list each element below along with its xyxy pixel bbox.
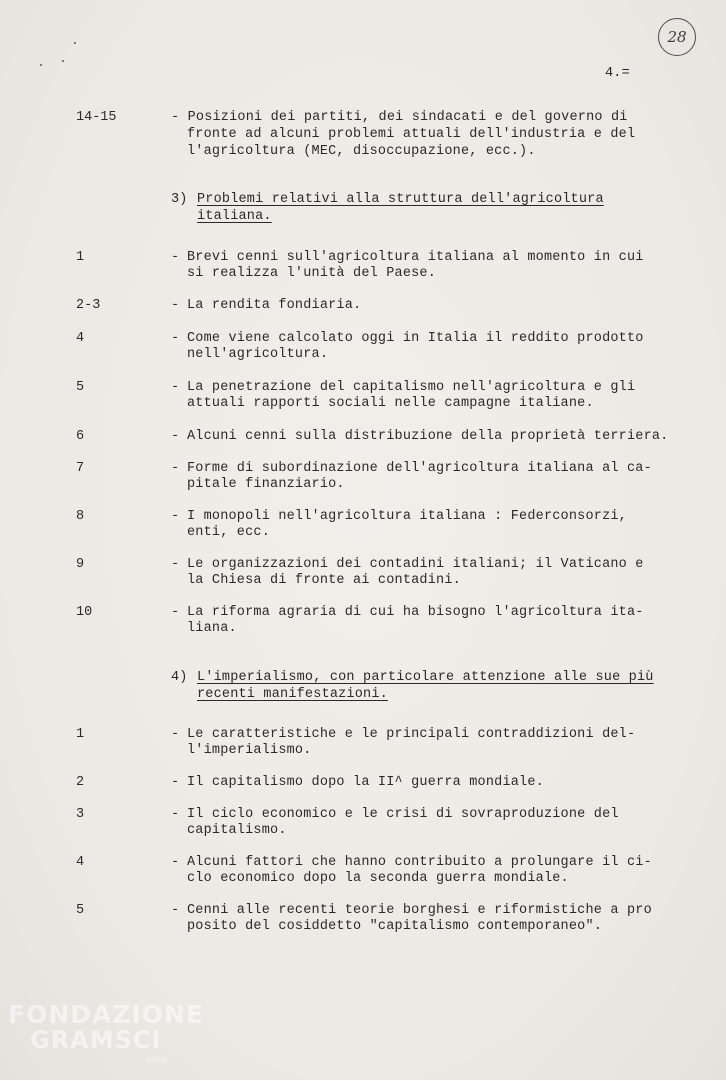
item-line: - Posizioni dei partiti, dei sindacati e del governo di — [171, 110, 628, 125]
ink-speck — [40, 64, 42, 66]
item-line: capitalismo. — [187, 823, 287, 838]
ink-speck — [62, 60, 64, 62]
section-heading: Problemi relativi alla struttura dell'agricoltura — [197, 192, 604, 207]
item-line: Brevi cenni sull'agricoltura italiana al momento in cui — [187, 250, 644, 265]
item-dash: - — [171, 380, 180, 395]
item-number: 3 — [76, 807, 85, 822]
item-dash: - — [171, 461, 180, 476]
item-dash: - — [171, 605, 180, 620]
section-heading: italiana. — [197, 209, 272, 224]
item-line: La penetrazione del capitalismo nell'agricoltura e gli — [187, 380, 636, 395]
item-line: clo economico dopo la seconda guerra mondiale. — [187, 871, 569, 886]
item-line: fronte ad alcuni problemi attuali dell'industria e del — [187, 127, 636, 142]
item-number: 6 — [76, 429, 85, 444]
item-line: Il ciclo economico e le crisi di sovraproduzione del — [187, 807, 619, 822]
watermark-line2: GRAMSCI — [30, 1026, 162, 1054]
item-number: 1 — [76, 727, 85, 742]
item-dash: - — [171, 429, 180, 444]
item-number: 2 — [76, 775, 85, 790]
item-line: La rendita fondiaria. — [187, 298, 362, 313]
item-line: Cenni alle recenti teorie borghesi e riformistiche a pro — [187, 903, 652, 918]
item-line: Le caratteristiche e le principali contraddizioni del- — [187, 727, 636, 742]
item-number: 8 — [76, 509, 85, 524]
item-dash: - — [171, 557, 180, 572]
item-dash: - — [171, 298, 180, 313]
item-number: 10 — [76, 605, 93, 620]
item-line: pitale finanziario. — [187, 477, 345, 492]
section-marker: 4) — [171, 670, 188, 685]
item-line: Alcuni cenni sulla distribuzione della proprietà terriera. — [187, 429, 669, 444]
watermark-line3: onlus — [146, 1055, 168, 1064]
item-number: 7 — [76, 461, 85, 476]
item-line: liana. — [187, 621, 237, 636]
item-line: l'imperialismo. — [187, 743, 312, 758]
item-dash: - — [171, 331, 180, 346]
item-line: l'agricoltura (MEC, disoccupazione, ecc.). — [187, 144, 536, 159]
item-line: Le organizzazioni dei contadini italiani; il Vaticano e — [187, 557, 644, 572]
item-dash: - — [171, 250, 180, 265]
section-heading: recenti manifestazioni. — [197, 687, 388, 702]
item-line: nell'agricoltura. — [187, 347, 329, 362]
item-dash: - — [171, 855, 180, 870]
ink-speck — [74, 42, 76, 44]
item-number: 5 — [76, 903, 85, 918]
item-line: Alcuni fattori che hanno contribuito a prolungare il ci- — [187, 855, 652, 870]
item-line: Il capitalismo dopo la II^ guerra mondiale. — [187, 775, 544, 790]
watermark-line1: FONDAZIONE — [8, 1000, 205, 1029]
item-number: 4 — [76, 331, 85, 346]
item-line: La riforma agraria di cui ha bisogno l'agricoltura ita- — [187, 605, 644, 620]
item-line: la Chiesa di fronte ai contadini. — [187, 573, 461, 588]
item-dash: - — [171, 727, 180, 742]
item-line: posito del cosiddetto "capitalismo contemporaneo". — [187, 919, 603, 934]
item-line: Forme di subordinazione dell'agricoltura italiana al ca- — [187, 461, 652, 476]
item-dash: - — [171, 509, 180, 524]
item-number: 9 — [76, 557, 85, 572]
item-line: attuali rapporti sociali nelle campagne italiane. — [187, 396, 594, 411]
section-marker: 3) — [171, 192, 188, 207]
item-dash: - — [171, 903, 180, 918]
page-number: 4.= — [605, 66, 630, 81]
item-number: 14-15 — [76, 110, 117, 125]
item-number: 5 — [76, 380, 85, 395]
item-line: Come viene calcolato oggi in Italia il reddito prodotto — [187, 331, 644, 346]
archive-stamp: 28 — [658, 18, 696, 56]
item-number: 1 — [76, 250, 85, 265]
item-line: enti, ecc. — [187, 525, 271, 540]
item-line: I monopoli nell'agricoltura italiana : Federconsorzi, — [187, 509, 627, 524]
item-line: si realizza l'unità del Paese. — [187, 266, 437, 281]
item-number: 4 — [76, 855, 85, 870]
item-number: 2-3 — [76, 298, 101, 313]
section-heading: L'imperialismo, con particolare attenzione alle sue più — [197, 670, 654, 685]
item-dash: - — [171, 775, 180, 790]
item-dash: - — [171, 807, 180, 822]
